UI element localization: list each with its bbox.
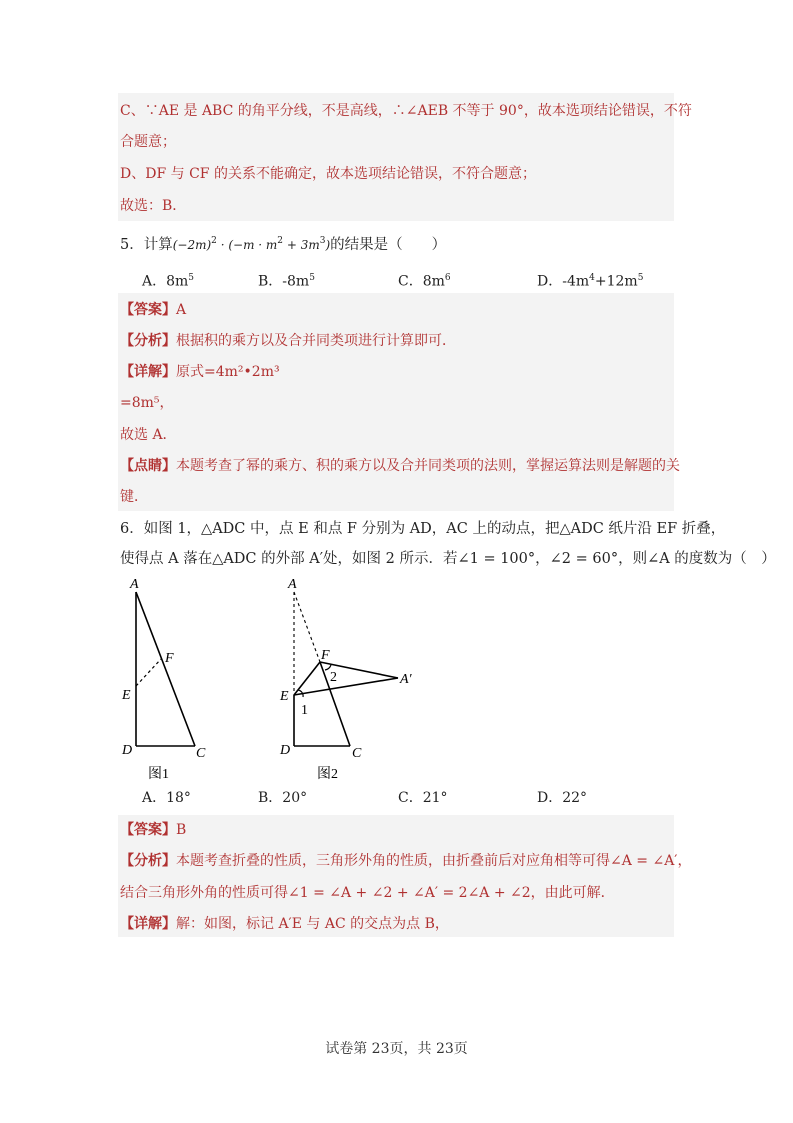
q6-detail-tag: 【详解】 [120,916,176,932]
q5-expr-a: (−2m) [172,237,212,252]
q6-option-d[interactable]: D．22° [537,790,588,806]
q6-option-b[interactable]: B．20° [258,790,308,806]
q5-option-d-exp: 4 [589,273,595,283]
fig1-fold-line-ef [136,659,161,686]
q5-option-b[interactable] [258,268,315,292]
q5-option-c-text: C．8m [398,273,445,290]
q5-expr-c-exp: 3 [319,236,326,246]
q6-option-c[interactable]: C．21° [398,790,448,806]
fig1-caption: 图1 [148,767,169,782]
q6-detail [120,914,449,934]
q5-analysis [120,331,456,351]
q5-option-a[interactable] [142,268,194,292]
option-d-explanation: D、DF 与 CF 的关系不能确定，故本选项结论错误，不符合题意； [120,166,536,182]
q5-analysis-text: 根据积的乘方以及合并同类项进行计算即可． [176,333,456,349]
q5-option-a-text: A．8m [142,273,189,290]
fig2-label-c: C [352,746,362,761]
q6-answer-tag: 【答案】 [120,822,176,838]
q5-answer [120,300,186,320]
figure-1 [136,592,195,746]
geometry-figures [110,570,430,785]
q5-comment-tag: 【点睛】 [120,458,176,474]
fig1-label-e: E [122,688,131,703]
fig1-label-d: D [122,743,133,758]
fig2-label-a-prime: A′ [400,672,412,687]
option-c-explanation: C、∵AE 是 ABC 的角平分线，不是高线，∴∠AEB 不等于 90°，故本选项结论错误，不符 [120,103,692,119]
q6-analysis-text: 本题考查折叠的性质，三角形外角的性质，由折叠前后对应角相等可得∠A = ∠A′， [176,853,692,869]
q6-option-a[interactable]: A．18° [142,790,191,806]
q5-comment [120,456,680,476]
q6-analysis-cont: 结合三角形外角的性质可得∠1 = ∠A + ∠2 + ∠A′ = 2∠A + ∠2，由此可解． [120,885,615,901]
q5-detail-cont: =8m⁵， [120,395,174,411]
q5-answer-value: A [176,302,187,318]
q5-choose: 故选 A． [120,427,177,443]
q5-option-a-exp: 5 [188,273,195,283]
q5-option-c[interactable] [398,268,451,292]
q5-option-c-exp: 6 [444,273,451,283]
option-c-explanation-cont: 合题意； [120,134,176,150]
q5-expr-a-exp: 2 [211,236,217,246]
q6-analysis-tag: 【分析】 [120,853,176,869]
q5-option-d-tail-exp: 5 [637,273,644,283]
q5-answer-tag: 【答案】 [120,302,176,318]
q5-expr-b: · (−m · m [216,237,278,252]
q6-answer-value: B [176,822,187,838]
q5-option-b-text: B．-8m [258,273,310,290]
q5-option-d-text: D．-4m [537,273,590,290]
question-6-stem: 6．如图 1，△ADC 中，点 E 和点 F 分别为 AD，AC 上的动点，把△ADC 纸片沿 EF 折叠， [120,521,726,537]
fig2-caption: 图2 [317,767,338,782]
q6-detail-text: 解：如图，标记 A′E 与 AC 的交点为点 B， [176,916,449,932]
fig2-angle-2-label: 2 [330,670,337,685]
q5-expr-d: ) [325,237,331,252]
page-footer: 试卷第 23页，共 23页 [325,1041,468,1057]
figure-2 [294,592,398,746]
q5-expr-c: + 3m [283,237,320,252]
q5-option-b-exp: 5 [309,273,315,283]
fig1-label-f: F [165,651,174,666]
q5-suffix: 的结果是（ ） [330,236,447,253]
fig1-label-c: C [196,746,206,761]
fig2-label-d: D [280,743,291,758]
q5-expr-b-exp: 2 [277,236,284,246]
fig2-fold-ef [294,662,320,695]
fig1-side-ac [136,592,195,746]
previous-conclusion: 故选：B． [120,198,187,214]
fig2-label-e: E [280,689,289,704]
q6-answer [120,820,186,840]
fig2-label-a: A [288,577,297,592]
q6-analysis [120,851,692,871]
explanation-block-q5 [118,293,674,511]
q5-option-d[interactable] [537,268,643,292]
fig2-dashed-af [294,592,320,662]
q5-detail-tag: 【详解】 [120,364,176,380]
q5-option-d-tail: +12m [594,273,638,290]
q5-prefix: 5．计算 [120,236,173,253]
q5-detail-text: 原式=4m²•2m³ [176,364,280,380]
question-5-stem [120,231,446,255]
fig2-angle-1-label: 1 [301,703,308,718]
q5-detail [120,362,280,382]
question-6-stem-cont: 使得点 A 落在△ADC 的外部 A′处，如图 2 所示．若∠1 = 100°，∠2 = 60°，则∠A 的度数为（ ） [120,551,776,567]
fig2-side-ea-prime [294,678,398,695]
q5-comment-cont: 键． [120,489,148,505]
fig2-label-f: F [321,648,330,663]
fig1-label-a: A [130,577,139,592]
q5-comment-text: 本题考查了幂的乘方、积的乘方以及合并同类项的法则，掌握运算法则是解题的关 [176,458,680,474]
q5-analysis-tag: 【分析】 [120,333,176,349]
